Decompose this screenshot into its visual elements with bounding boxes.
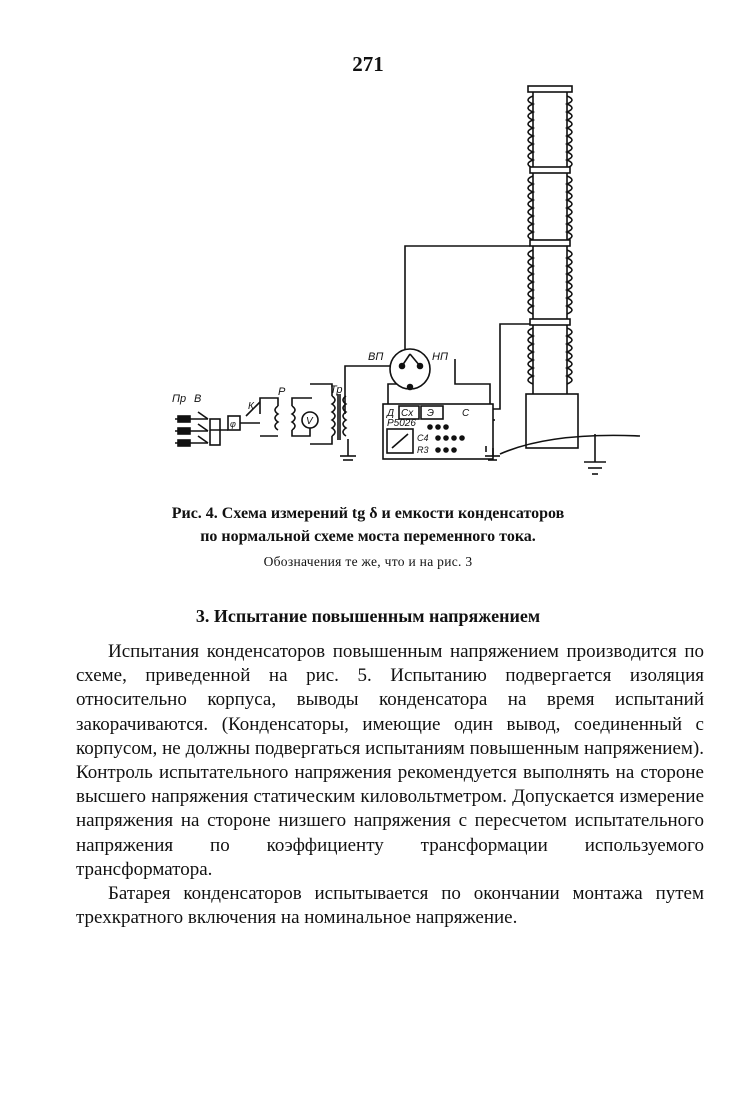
figure-caption-note: Обозначения те же, что и на рис. 3	[263, 554, 473, 569]
figure-caption-line1: Рис. 4. Схема измерений tg δ и емкости конденсаторов	[171, 505, 565, 522]
section-heading: 3. Испытание повышенным напряжением	[195, 606, 541, 626]
label-r: Р	[278, 386, 286, 398]
label-v: В	[194, 393, 202, 405]
label-tr: Тр	[330, 384, 343, 396]
label-c4: С4	[417, 433, 429, 443]
paragraph: Батарея конденсаторов испытывается по окончании монтажа путем трехкратного включения на номинальное напряжение.	[76, 883, 704, 929]
probe-head	[390, 349, 430, 390]
figure-caption	[100, 502, 636, 548]
label-voltmeter: V	[306, 416, 313, 427]
figure-caption-line2: по нормальной схеме моста переменного тока.	[200, 528, 536, 545]
label-pr: Пр	[172, 393, 187, 405]
label-c: С	[462, 408, 470, 419]
circuit-diagram	[150, 84, 650, 484]
label-vp: ВП	[368, 351, 384, 363]
label-np: НП	[432, 351, 448, 363]
paragraph: Испытания конденсаторов повышенным напряжением производится по схеме, приведенной на рис. 5. Испытанию подвергается изоляция относительно корпуса, выводы конденсатора на время испытаний закорачиваются. (Конденсаторы, имеющие один вывод, соединенный с корпусом, не должны подвергаться испытаниям повышенным напряжением). Контроль испытательного напряжения рекомендуется выполнять на стороне высшего напряжения статическим киловольтметром. Допускается измерение напряжения на стороне низшего напряжения с пересчетом испытательного напряжения по коэффициенту трансформации используемого трансформатора.	[76, 641, 704, 880]
label-k: К	[248, 401, 254, 412]
body-text	[76, 640, 704, 930]
label-d: Д	[387, 408, 395, 419]
label-r3: R3	[417, 445, 429, 455]
label-e: Э	[427, 408, 434, 419]
capacitor-insulator-column	[500, 86, 640, 474]
label-cx: Сх	[401, 408, 414, 419]
label-phi: φ	[230, 419, 236, 429]
circuit-diagram-svg	[150, 84, 650, 484]
connection-wires	[345, 246, 530, 414]
page-number: 271	[352, 52, 384, 76]
fuse-and-breaker	[175, 412, 220, 446]
label-bridge-model: Р5026	[387, 418, 416, 429]
